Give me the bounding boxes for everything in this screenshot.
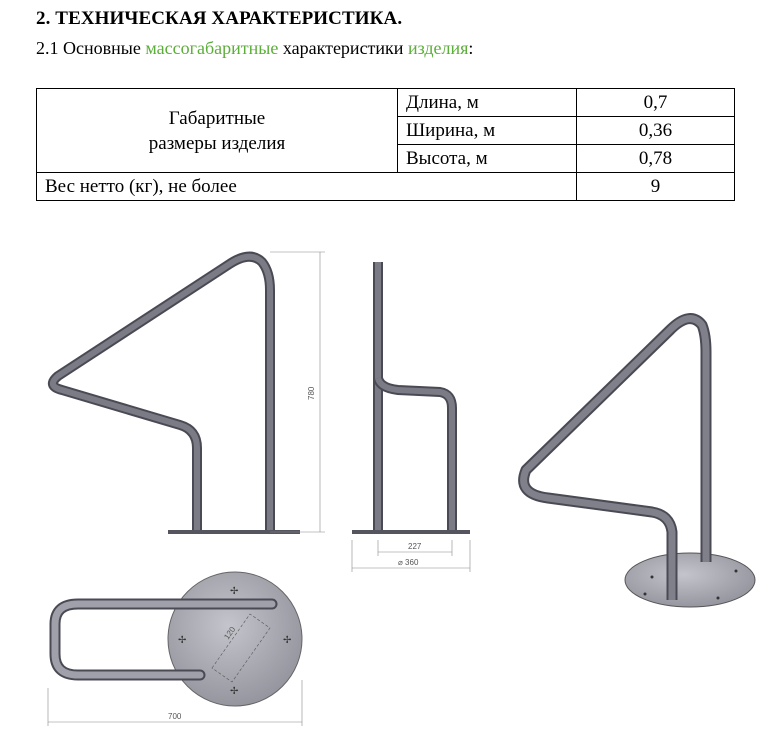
subheading-highlight-mass: массогабаритные [145, 38, 279, 58]
weight-label: Вес нетто (кг), не более [37, 173, 577, 201]
subheading-middle: характеристики [278, 38, 408, 58]
section-heading: 2. ТЕХНИЧЕСКАЯ ХАРАКТЕРИСТИКА. [36, 8, 403, 29]
subheading-suffix: : [468, 38, 474, 58]
svg-text:✢: ✢ [283, 635, 292, 646]
slot-dimension-label: 120 [222, 625, 238, 642]
svg-text:✢: ✢ [230, 586, 239, 597]
side-front-post [378, 378, 452, 530]
svg-text:✢: ✢ [178, 635, 187, 646]
group-label-line2: размеры изделия [148, 132, 286, 154]
isometric-view [524, 319, 755, 607]
param-height: Высота, м [398, 145, 577, 173]
iso-base-plate [625, 553, 755, 607]
front-view [53, 252, 325, 532]
value-height: 0,78 [577, 145, 735, 173]
side-view [352, 262, 470, 572]
svg-text:✢: ✢ [230, 686, 239, 697]
group-label-line1: Габаритные [168, 107, 266, 129]
param-width: Ширина, м [398, 117, 577, 145]
subheading-highlight-product: изделия [407, 38, 469, 58]
value-width: 0,36 [577, 117, 735, 145]
height-dimension-label: 780 [307, 386, 316, 400]
weight-value: 9 [577, 173, 735, 201]
base-diameter-dimension-label: ⌀ 360 [398, 558, 419, 567]
value-length: 0,7 [577, 89, 735, 117]
front-rail-tube-outline [53, 257, 270, 530]
side-front-post-outline [378, 378, 452, 530]
offset-dimension-label: 227 [408, 542, 422, 551]
param-length: Длина, м [398, 89, 577, 117]
length-dimension-label: 700 [168, 712, 182, 721]
top-view [48, 572, 302, 726]
subheading-prefix: 2.1 Основные [36, 38, 146, 58]
